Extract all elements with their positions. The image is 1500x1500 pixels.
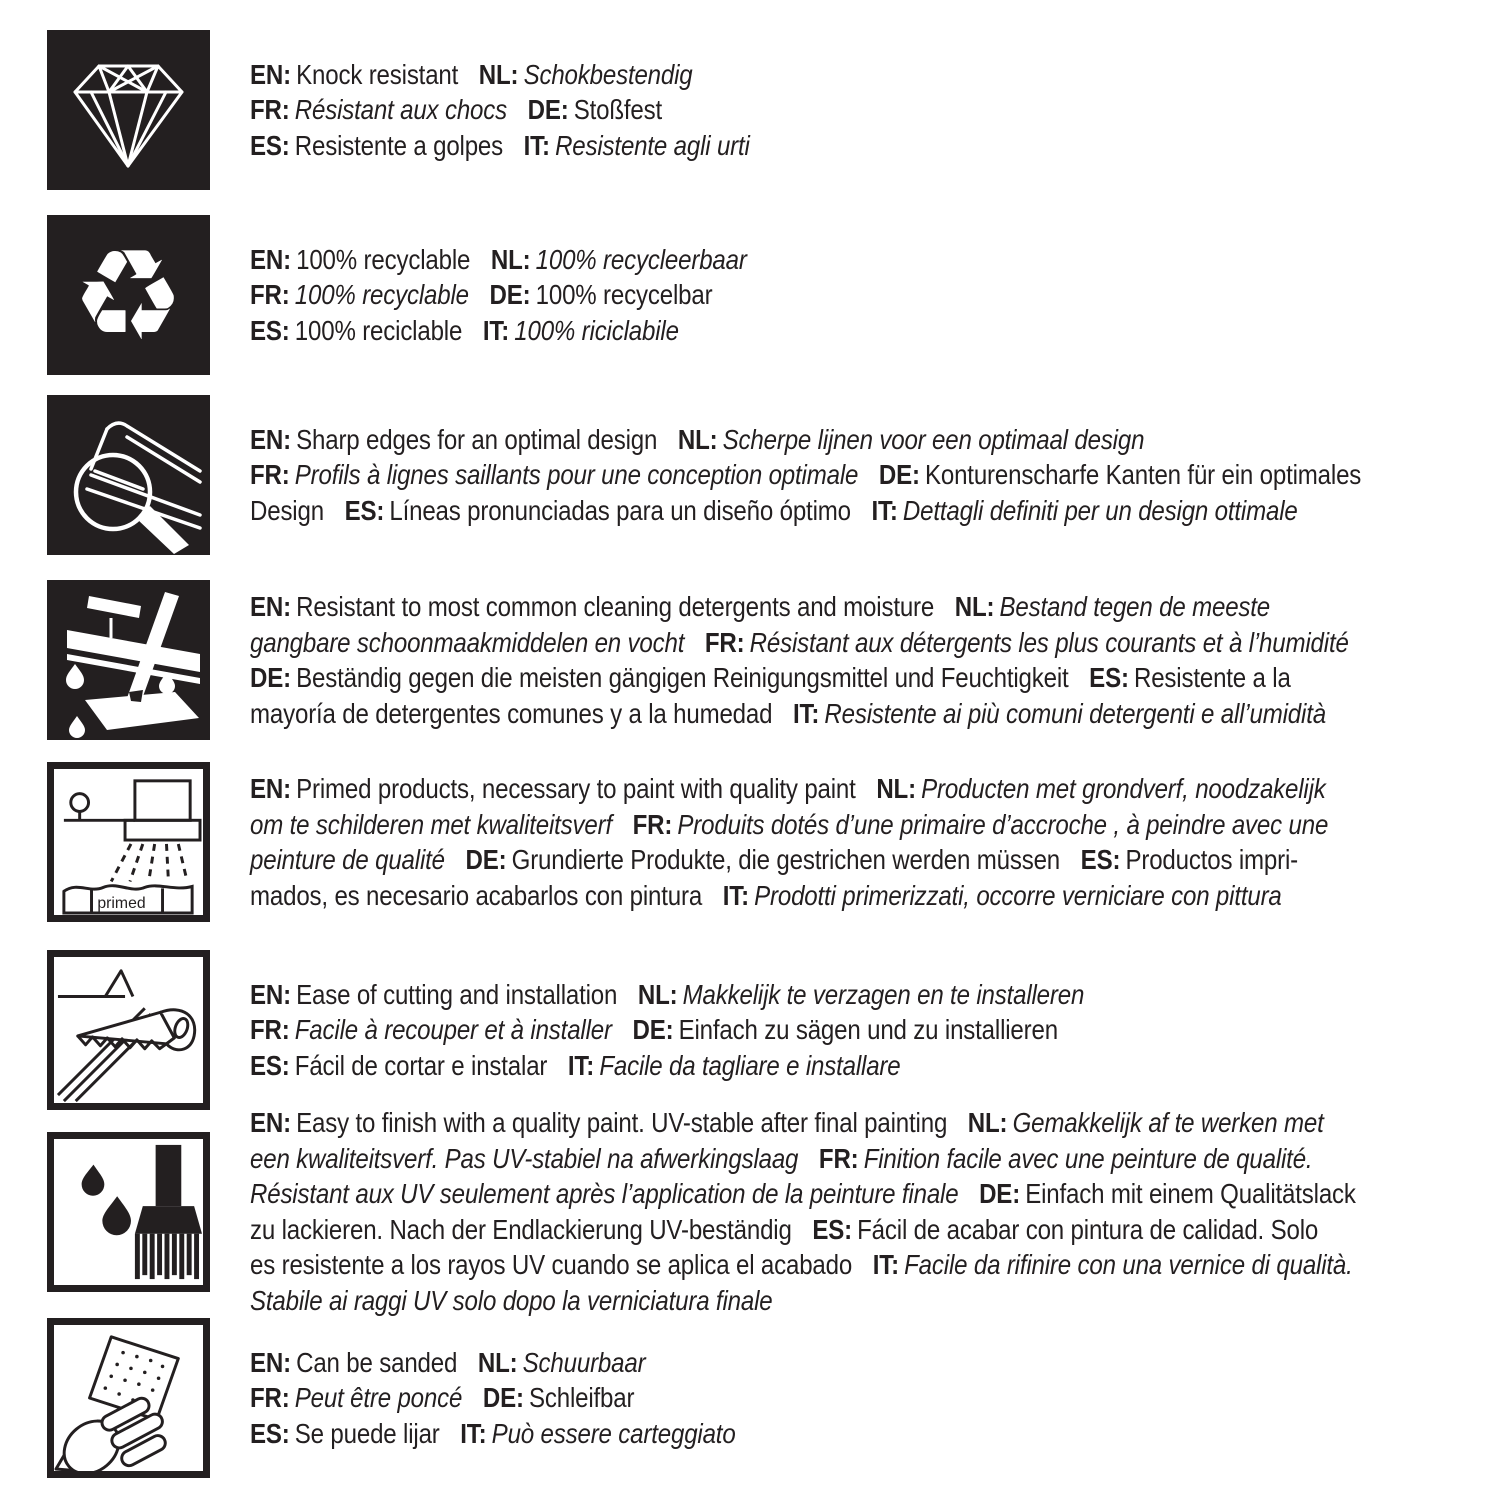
language-label: NL: (490, 243, 531, 275)
text-line (250, 696, 1349, 732)
language-label: DE: (250, 662, 291, 693)
language-segment (250, 979, 617, 1010)
language-segment (478, 1347, 646, 1378)
diamond-icon (47, 30, 210, 190)
language-segment (250, 809, 612, 840)
segment-text: 100% recyclable (294, 279, 469, 311)
language-segment (250, 1382, 462, 1413)
segment-text: Stabile ai raggi UV solo dopo la verniciatura finale (250, 1284, 773, 1316)
language-segment (528, 94, 662, 125)
text-line (250, 842, 1328, 878)
language-label: FR: (632, 808, 673, 840)
segment-text: es resistente a los rayos UV cuando se aplica el acabado (250, 1249, 853, 1280)
segment-text: mayoría de detergentes comunes y a la humedad (250, 697, 773, 729)
language-segment (491, 244, 747, 275)
language-segment (250, 94, 507, 125)
language-segment (250, 495, 324, 526)
language-segment (250, 844, 445, 875)
language-segment (345, 495, 851, 526)
segment-text: Producten met grondverf, noodzakelijk (921, 773, 1326, 804)
text-line (250, 242, 747, 278)
mop-cleaning-icon (47, 580, 210, 740)
language-segment (250, 1214, 792, 1245)
text-line (250, 493, 1361, 529)
mop-graphic (47, 580, 210, 740)
language-segment (524, 130, 750, 161)
segment-text: Profils à lignes saillants pour une conception optimale (294, 459, 859, 491)
language-segment (812, 1214, 1318, 1245)
language-label: EN: (250, 773, 291, 804)
segment-text: Résistant aux chocs (294, 94, 507, 126)
language-label: EN: (250, 423, 291, 455)
language-segment (876, 773, 1325, 804)
segment-text: Facile da tagliare e installare (599, 1049, 901, 1081)
segment-text: Finition facile avec une peinture de qualité. (863, 1142, 1313, 1174)
segment-text: Einfach mit einem Qualitätslack (1025, 1178, 1356, 1209)
language-segment (250, 279, 469, 310)
segment-text: 100% riciclabile (514, 314, 679, 346)
language-label: DE: (632, 1014, 674, 1046)
text-line (250, 1247, 1356, 1283)
segment-text: Produits dotés d’une primaire d’accroche , à peindre avec une (677, 808, 1329, 840)
sanding-hand-icon (47, 1318, 210, 1478)
segment-text: Dettagli definiti per un design ottimale (902, 494, 1298, 526)
segment-text: 100% recycleerbaar (535, 243, 747, 275)
segment-text: Líneas pronunciadas para un diseño óptimo (389, 494, 851, 526)
feature-row-knock-resistant (47, 30, 831, 190)
handsaw-graphic (54, 957, 203, 1103)
language-segment (250, 1143, 798, 1174)
language-label: NL: (677, 423, 718, 455)
language-label: ES: (344, 494, 385, 526)
segment-text: Résistant aux détergents les plus courants et à l’humidité (749, 626, 1349, 658)
segment-text: om te schilderen met kwaliteitsverf (250, 808, 613, 840)
language-label: DE: (878, 459, 920, 491)
language-segment (483, 315, 679, 346)
text-line (250, 625, 1349, 661)
segment-text: gangbare schoonmaakmiddelen en vocht (250, 626, 685, 658)
feature-text-block (250, 57, 750, 164)
sharp-edges-magnifier-icon (47, 395, 210, 555)
language-label: ES: (250, 314, 290, 346)
language-label: ES: (1089, 662, 1129, 693)
segment-text: Gemakkelijk af te werken met (1012, 1107, 1324, 1138)
text-line (250, 878, 1328, 914)
text-line (250, 589, 1349, 625)
segment-text: 100% reciclable (294, 314, 463, 346)
segment-text: Resistente agli urti (555, 129, 750, 161)
language-label: DE: (489, 279, 531, 311)
feature-row-cleaning-resistant (47, 580, 1500, 740)
language-segment (250, 59, 458, 90)
language-segment (250, 315, 462, 346)
feature-text-block (250, 589, 1349, 731)
segment-text: peinture de qualité (250, 844, 445, 875)
text-line (250, 128, 750, 164)
language-label: NL: (876, 773, 916, 804)
language-label: EN: (250, 58, 291, 90)
feature-row-paint-finish (47, 1105, 1500, 1318)
segment-text: Stoßfest (573, 94, 663, 126)
segment-text: Schuurbaar (522, 1346, 646, 1378)
segment-text: Resistente a golpes (294, 129, 504, 161)
primer-spray-graphic (54, 769, 203, 915)
recycle-icon (47, 215, 210, 375)
diamond-graphic (47, 30, 210, 190)
feature-row-sharp-edges (47, 395, 1500, 555)
segment-text: Resistente a la (1133, 662, 1291, 693)
segment-text: Einfach zu sägen und zu installieren (678, 1014, 1058, 1046)
segment-text: Scherpe lijnen voor een optimaal design (722, 423, 1145, 455)
language-label: IT: (792, 697, 820, 729)
segment-text: Easy to finish with a quality paint. UV-stable after final painting (296, 1107, 948, 1138)
feature-text-block (250, 242, 747, 349)
language-segment (250, 880, 702, 911)
language-segment (879, 459, 1361, 490)
text-line (250, 313, 747, 349)
text-line (250, 1212, 1356, 1248)
language-segment (250, 244, 470, 275)
segment-text: Knock resistant (296, 58, 459, 90)
segment-text: Se puede lijar (294, 1417, 440, 1449)
language-segment (250, 627, 684, 658)
segment-text: Résistant aux UV seulement après l’application de la peinture finale (250, 1178, 959, 1209)
language-label: DE: (979, 1178, 1021, 1209)
language-segment (490, 279, 713, 310)
text-line (250, 1012, 1084, 1048)
profile-magnifier-graphic (47, 395, 210, 555)
text-line (250, 1345, 736, 1381)
text-line (250, 457, 1361, 493)
segment-text: Grundierte Produkte, die gestrichen werden müssen (511, 844, 1061, 875)
segment-text: 100% recycelbar (535, 279, 713, 311)
language-segment (250, 459, 858, 490)
language-label: FR: (250, 279, 290, 311)
text-line (250, 771, 1328, 807)
language-label: IT: (482, 314, 510, 346)
language-segment (250, 1285, 772, 1316)
language-label: IT: (871, 494, 898, 526)
feature-text-block (250, 1345, 736, 1452)
feature-row-easy-cutting (47, 950, 1220, 1110)
segment-text: Sharp edges for an optimal design (296, 423, 658, 455)
language-label: FR: (250, 1014, 290, 1046)
recycle-glyph: ♻ (71, 222, 185, 369)
language-segment (568, 1050, 901, 1081)
language-label: FR: (250, 94, 290, 126)
segment-text: mados, es necesario acabarlos con pintura (250, 879, 703, 911)
language-segment (633, 809, 1329, 840)
language-label: NL: (478, 58, 519, 90)
segment-text: Resistente ai più comuni detergenti e all’umidità (824, 697, 1326, 729)
language-label: NL: (637, 978, 678, 1010)
language-segment (723, 880, 1282, 911)
text-line (250, 977, 1084, 1013)
language-label: IT: (872, 1249, 899, 1280)
language-segment (1081, 844, 1298, 875)
primer-spray-icon (47, 762, 210, 922)
language-segment (871, 495, 1297, 526)
segment-text: Design (250, 494, 324, 526)
language-label: FR: (250, 1382, 290, 1414)
segment-text: Bestand tegen de meeste (999, 591, 1271, 622)
language-segment (466, 844, 1061, 875)
language-label: IT: (722, 879, 749, 911)
language-label: EN: (250, 978, 291, 1010)
text-line (250, 1283, 1356, 1319)
language-label: ES: (812, 1213, 852, 1245)
text-line (250, 277, 747, 313)
paintbrush-drops-icon (47, 1132, 210, 1292)
feature-text-block (250, 1105, 1356, 1318)
language-label: NL: (477, 1346, 518, 1378)
handsaw-icon (47, 950, 210, 1110)
segment-text: Beständig gegen die meisten gängigen Reinigungsmittel und Feuchtigkeit (296, 662, 1069, 693)
language-segment (250, 1107, 947, 1138)
segment-text: Peut être poncé (294, 1382, 463, 1414)
sanding-hand-graphic (54, 1325, 203, 1471)
language-segment (250, 1178, 958, 1209)
language-segment (250, 1418, 440, 1449)
segment-text: Schleifbar (528, 1382, 635, 1414)
language-label: DE: (465, 844, 507, 875)
language-segment (678, 424, 1144, 455)
language-segment (955, 591, 1270, 622)
segment-text: Prodotti primerizzati, occorre verniciare con pittura (754, 879, 1282, 911)
language-label: EN: (250, 1346, 291, 1378)
language-label: ES: (250, 1417, 290, 1449)
language-label: FR: (250, 459, 290, 491)
segment-text: Primed products, necessary to paint with quality paint (296, 773, 856, 804)
text-line (250, 92, 750, 128)
feature-text-block (250, 422, 1361, 529)
segment-text: Productos impri- (1125, 844, 1299, 875)
language-segment (483, 1382, 634, 1413)
language-label: EN: (250, 243, 291, 275)
text-line (250, 1105, 1356, 1141)
segment-text: 100% recyclable (296, 243, 471, 275)
text-line (250, 660, 1349, 696)
language-label: IT: (523, 129, 550, 161)
text-line (250, 422, 1361, 458)
language-label: DE: (482, 1382, 524, 1414)
language-segment (250, 773, 856, 804)
language-segment (638, 979, 1084, 1010)
feature-text-block (250, 771, 1328, 913)
language-label: EN: (250, 591, 291, 622)
segment-text: Schokbestendig (523, 58, 693, 90)
segment-text: Fácil de acabar con pintura de calidad. Solo (857, 1213, 1319, 1245)
segment-text: Konturenscharfe Kanten für ein optimales (924, 459, 1362, 491)
segment-text: Fácil de cortar e instalar (294, 1049, 548, 1081)
language-label: ES: (250, 129, 290, 161)
language-segment (250, 1249, 852, 1280)
language-label: NL: (967, 1107, 1008, 1138)
language-segment (250, 1014, 612, 1045)
segment-text: Facile da rifinire con una vernice di qualità. (904, 1249, 1353, 1280)
language-segment (250, 698, 772, 729)
language-segment (250, 130, 503, 161)
language-label: IT: (567, 1049, 595, 1081)
segment-text: Ease of cutting and installation (296, 978, 618, 1010)
language-segment (250, 1050, 547, 1081)
text-line (250, 1141, 1356, 1177)
language-label: NL: (954, 591, 995, 622)
language-segment (819, 1143, 1313, 1174)
primed-label: primed (97, 895, 146, 913)
language-label: IT: (460, 1417, 487, 1449)
language-segment (460, 1418, 735, 1449)
language-segment (873, 1249, 1353, 1280)
language-segment (793, 698, 1326, 729)
language-segment (250, 591, 934, 622)
language-segment (1089, 662, 1290, 693)
language-segment (479, 59, 693, 90)
language-label: EN: (250, 1107, 291, 1138)
segment-text: Resistant to most common cleaning detergents and moisture (296, 591, 935, 622)
segment-text: Può essere carteggiato (491, 1417, 736, 1449)
language-label: ES: (1080, 844, 1121, 875)
language-segment (632, 1014, 1057, 1045)
feature-row-sandable (47, 1318, 815, 1478)
segment-text: Can be sanded (296, 1346, 458, 1378)
segment-text: Makkelijk te verzagen en te installeren (682, 978, 1085, 1010)
feature-row-primed (47, 762, 1500, 922)
language-label: FR: (704, 626, 745, 658)
feature-row-recyclable (47, 215, 828, 375)
segment-text: zu lackieren. Nach der Endlackierung UV-beständig (250, 1213, 792, 1245)
segment-text: Facile à recouper et à installer (294, 1014, 612, 1046)
text-line (250, 807, 1328, 843)
language-segment (250, 424, 657, 455)
text-line (250, 57, 750, 93)
language-label: DE: (527, 94, 569, 126)
language-segment (250, 1347, 457, 1378)
language-label: FR: (818, 1142, 859, 1174)
language-segment (968, 1107, 1324, 1138)
language-segment (705, 627, 1349, 658)
text-line (250, 1176, 1356, 1212)
text-line (250, 1380, 736, 1416)
language-segment (250, 662, 1069, 693)
language-label: ES: (250, 1049, 290, 1081)
text-line (250, 1048, 1084, 1084)
text-line (250, 1416, 736, 1452)
recycle-graphic (47, 215, 210, 375)
segment-text: een kwaliteitsverf. Pas UV-stabiel na afwerkingslaag (250, 1142, 799, 1174)
language-segment (979, 1178, 1356, 1209)
paintbrush-graphic (54, 1139, 203, 1285)
feature-text-block (250, 977, 1084, 1084)
